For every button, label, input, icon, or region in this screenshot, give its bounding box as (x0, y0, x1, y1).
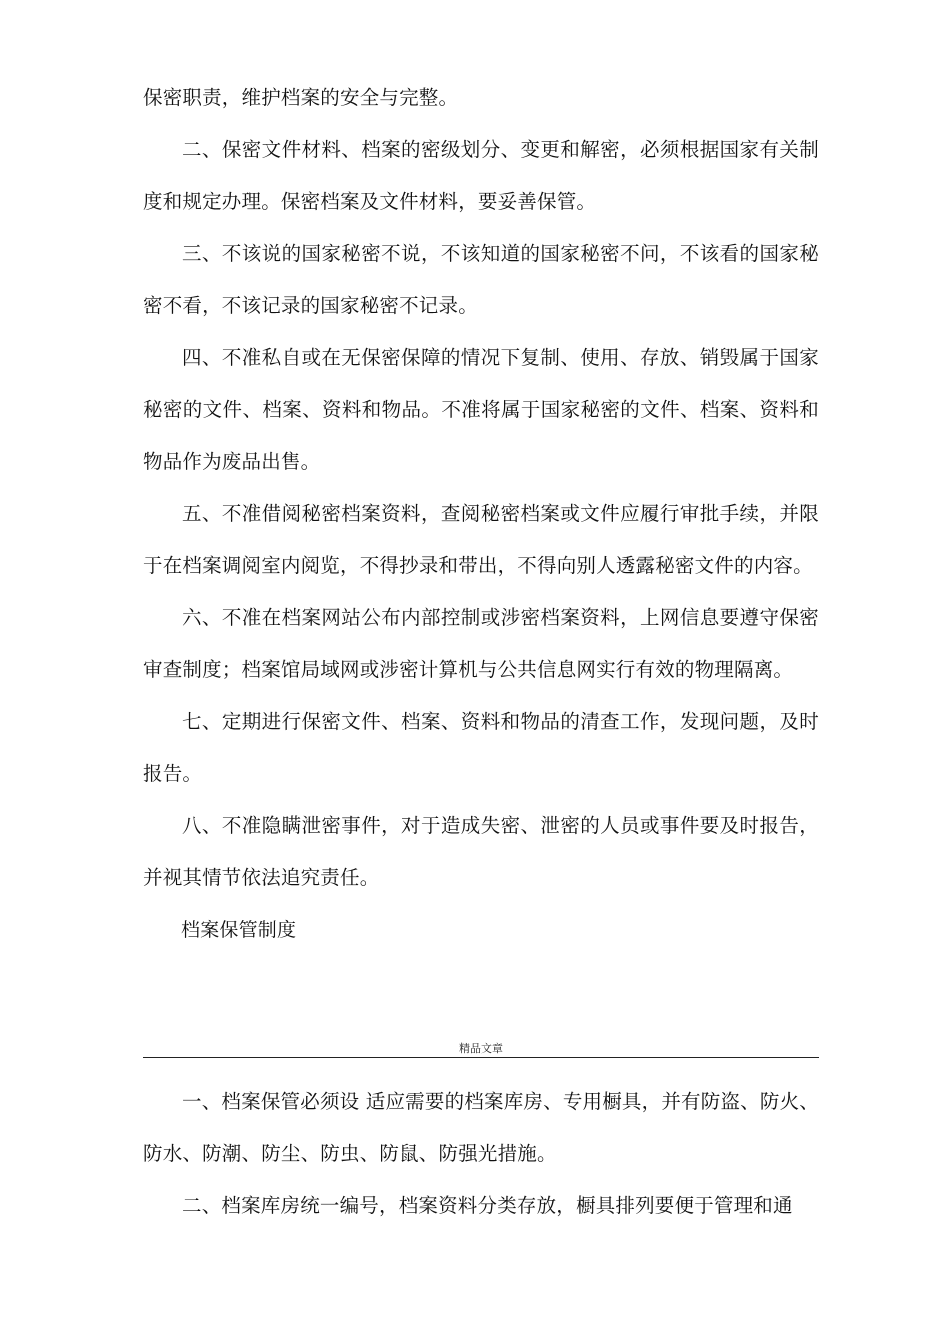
section-heading: 档案保管制度 (181, 919, 297, 941)
footer-label: 精品文章 (459, 1042, 503, 1055)
footer-divider (143, 1057, 819, 1058)
paragraph-item-5: 五、不准借阅秘密档案资料，查阅秘密档案或文件应履行审批手续，并限于在档案调阅室内阅览，不得抄录和带出，不得向别人透露秘密文件的内容。 (143, 502, 819, 577)
paragraph-storage-1: 一、档案保管必须设 适应需要的档案库房、专用橱具，并有防盗、防火、防水、防潮、防尘、防虫、防鼠、防强光措施。 (143, 1090, 819, 1165)
paragraph-continuation: 保密职责，维护档案的安全与完整。 (143, 86, 459, 109)
paragraph-item-6: 六、不准在档案网站公布内部控制或涉密档案资料，上网信息要遵守保密审查制度；档案馆局域网或涉密计算机与公共信息网实行有效的物理隔离。 (143, 606, 819, 681)
paragraph-item-2: 二、保密文件材料、档案的密级划分、变更和解密，必须根据国家有关制度和规定办理。保密档案及文件材料，要妥善保管。 (143, 138, 819, 213)
regulation-text-bottom (143, 1076, 819, 1232)
paragraph-item-3: 三、不该说的国家秘密不说，不该知道的国家秘密不问，不该看的国家秘密不看，不该记录的国家秘密不记录。 (143, 242, 819, 317)
paragraph-item-7: 七、定期进行保密文件、档案、资料和物品的清查工作，发现问题，及时报告。 (143, 710, 819, 785)
paragraph-storage-2: 二、档案库房统一编号，档案资料分类存放，橱具排列要便于管理和通 (182, 1194, 793, 1217)
paragraph-item-8: 八、不准隐瞒泄密事件，对于造成失密、泄密的人员或事件要及时报告，并视其情节依法追究责任。 (143, 814, 819, 889)
regulation-text-top (143, 72, 819, 956)
paragraph-item-4: 四、不准私自或在无保密保障的情况下复制、使用、存放、销毁属于国家秘密的文件、档案、资料和物品。不准将属于国家秘密的文件、档案、资料和物品作为废品出售。 (143, 346, 819, 473)
page-footer (143, 1042, 819, 1060)
